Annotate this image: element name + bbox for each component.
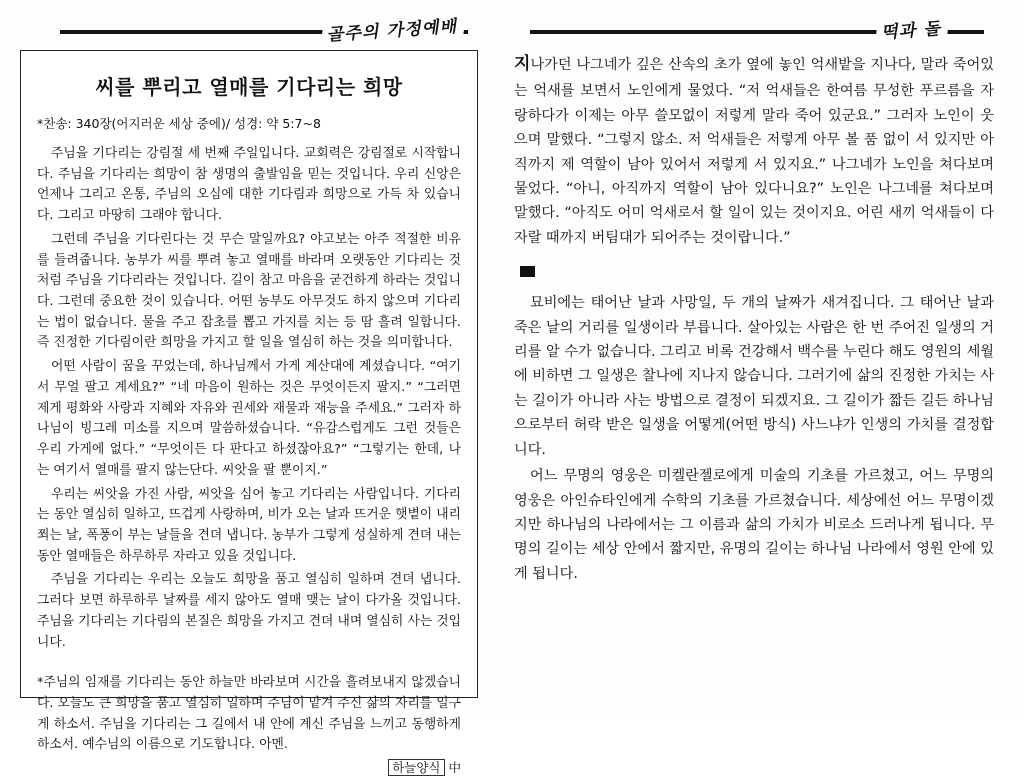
source-title: 하늘양식 (388, 759, 444, 776)
source-suffix: 中 (448, 760, 461, 776)
right-paragraph: 어느 무명의 영웅은 미켈란젤로에게 미술의 기초를 가르쳤고, 어느 무명의 영웅은 아인슈타인에게 수학의 기초를 가르쳤습니다. 세상에선 어느 무명이겠지만 하나님의 나라에서는 그 이름과 삶의 가치가 비로소 드러나게 됩니다. 무명의 길이는 세상 안에서 짧지만, 유명의 길이는 하나님 나라에서 영원 안에 있게 됩니다. (514, 468, 994, 582)
right-column-header (502, 18, 1008, 44)
article-paragraph: 주님을 기다리는 우리는 오늘도 희망을 품고 열심히 일하며 견뎌 냅니다. 그러다 보면 하루하루 날짜를 세지 않아도 열매 맺는 날이 다가올 것입니다. 주님을 기다리는 기다림의 본질은 희망을 가지고 견뎌 내며 열심히 사는 것입니다. (37, 572, 461, 650)
left-article-box (20, 50, 478, 776)
article-paragraph: 주님을 기다리는 강림절 세 번째 주일입니다. 교회력은 강림절로 시작합니다. 주님을 기다리는 희망이 참 생명의 출발임을 믿는 것입니다. 우리 신앙은 언제나 그리고 온통, 주님의 오심에 대한 기다림과 희망으로 가득 차 있습니다. 그리고 마땅히 그래야 합니다. (37, 146, 461, 224)
source-attribution (37, 758, 461, 776)
right-paragraph: 지나가던 나그네가 깊은 산속의 초가 옆에 놓인 억새밭을 지나다, 말라 죽어있는 억새를 보면서 노인에게 물었다. “저 억새들은 한여름 무성한 푸르름을 자랑하다가 이제는 아무 쓸모없이 저렇게 말라 죽어 있군요.” 그러자 노인이 웃으며 말했다. “그렇지 않소. 저 억새들은 저렇게 아무 볼 품 없이 서 있지만 아직까지 제 역할이 남아 있어서 저렇게 서 있지요.” 나그네가 노인을 쳐다보며 물었다. “아니, 아직까지 역할이 남아 있다니요?” 노인은 나그네를 쳐다보며 말했다. “아직도 어미 억새로서 할 일이 있는 것이지요. 어린 새끼 억새들이 다 자랄 때까지 버팀대가 되어주는 것이랍니다.” (514, 54, 994, 246)
right-column (494, 0, 1024, 713)
left-column-header (20, 18, 478, 44)
left-column (0, 0, 494, 776)
right-paragraph: 묘비에는 태어난 날과 사망일, 두 개의 날짜가 새겨집니다. 그 태어난 날과 죽은 날의 거리를 일생이라 부릅니다. 살아있는 사람은 한 번 주어진 일생의 거리를 알 수가 없습니다. 그리고 비록 건강해서 백수를 누린다 해도 영원의 세월에 비하면 그 일생은 찰나에 지나지 않습니다. 그러기에 삶의 진정한 가치는 사는 길이가 아니라 사는 방법으로 결정이 되겠지요. 그 길이가 짧든 길든 하나님으로부터 허락 받은 일생을 어떻게(어떤 방식) 사느냐가 인생의 가치를 결정합니다. (514, 295, 994, 458)
hymn-and-scripture-line: *찬송: 340장(어지러운 세상 중에)/ 성경: 약 5:7~8 (37, 116, 321, 131)
right-header-title: 떡과 돌 (875, 14, 951, 44)
article-paragraph: 우리는 씨앗을 가진 사람, 씨앗을 심어 놓고 기다리는 사람입니다. 기다리는 동안 열심히 일하고, 뜨겁게 사랑하며, 비가 오는 날과 뜨거운 햇볕이 내리쬐는 날, 폭풍이 부는 날들을 견뎌 냅니다. 농부가 그렇게 성실하게 견뎌 내는 동안 열매들은 하루하루 자라고 있을 것입니다. (37, 486, 461, 564)
section-separator-square (520, 266, 535, 277)
article-title: 씨를 뿌리고 열매를 기다리는 희망 (95, 75, 403, 99)
left-header-title: 골주의 가정예배 (320, 11, 466, 46)
right-article-body (502, 50, 1008, 586)
article-paragraph: 그런데 주님을 기다린다는 것 무슨 말일까요? 야고보는 아주 적절한 비유를 들려줍니다. 농부가 씨를 뿌려 놓고 열매를 바라며 오랫동안 기다리는 것처럼 주님을 기다리라는 것입니다. 길이 참고 마음을 굳건하게 하라는 것입니다. 그런데 중요한 것이 있습니다. 어떤 농부도 아무것도 하지 않으며 기다리는 법이 없습니다. 물을 주고 잡초를 뽑고 가지를 치는 등 땀 흘려 일합니다. 즉 진정한 기다림이란 희망을 가지고 할 일을 열심히 하는 것을 의미합니다. (37, 231, 461, 351)
article-paragraph: 어떤 사람이 꿈을 꾸었는데, 하나님께서 가게 계산대에 계셨습니다. “여기서 무얼 팔고 계세요?” “네 마음이 원하는 것은 무엇이든지 팔지.” “그러면 제게 평화와 사랑과 지혜와 자유와 권세와 재물과 재능을 주세요.” 그러자 하나님이 빙그레 미소를 지으며 말씀하셨습니다. “유감스럽게도 그런 것들은 우리 가게에 없다.” “무엇이든 다 판다고 하셨잖아요?” “그렇기는 한데, 나는 여기서 열매를 팔지 않는단다. 씨앗을 팔 뿐이지.” (37, 359, 461, 478)
lead-character: 지 (514, 54, 531, 74)
prayer-paragraph: *주님의 임재를 기다리는 동안 하늘만 바라보며 시간을 흘려보내지 않겠습니다. 오늘도 큰 희망을 품고 열심히 일하며 주님이 맡겨 주신 삶의 자리를 일구게 하소서. 주님을 기다리는 그 길에서 내 안에 계신 주님을 느끼고 동행하게 하소서. 예수님의 이름으로 기도합니다. 아멘. (37, 675, 461, 753)
